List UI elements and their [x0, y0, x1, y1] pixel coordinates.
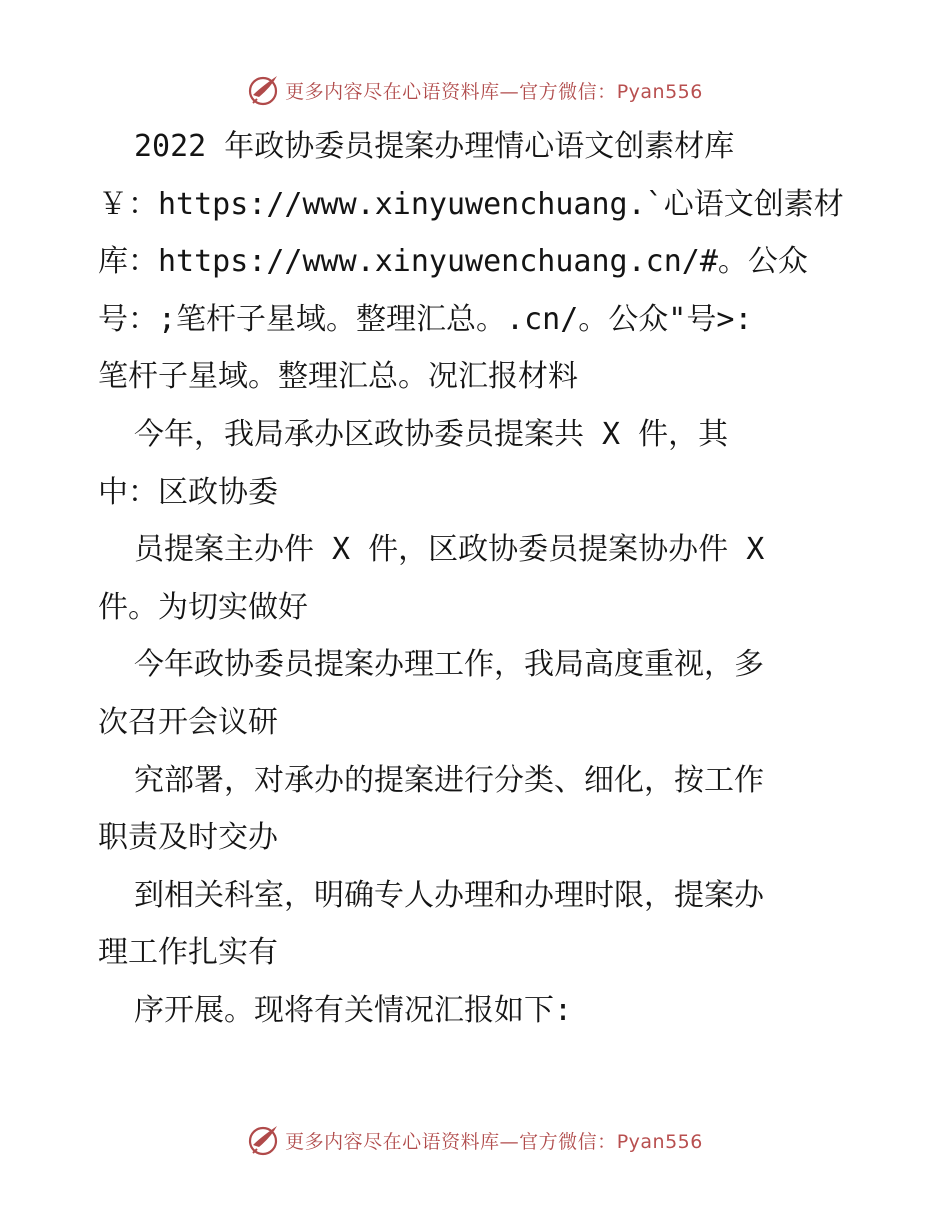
text-line: 员提案主办件 X 件，区政协委员提案协办件 X: [134, 532, 765, 568]
text-line: 次召开会议研: [98, 704, 278, 740]
footer-watermark: [0, 1120, 950, 1160]
text-line: 序开展。现将有关情况汇报如下:: [134, 992, 573, 1028]
quill-logo-icon: [247, 1123, 281, 1157]
wechat-id: Pyan556: [616, 80, 703, 103]
text-line: 号：;笔杆子星域。整理汇总。.cn/。公众"号>:: [98, 301, 753, 337]
text-line: 2022 年政协委员提案办理情心语文创素材库: [134, 129, 735, 164]
text-line: 今年，我局承办区政协委员提案共 X 件，其: [134, 416, 729, 452]
text-line: 中：区政协委: [98, 474, 278, 510]
text-line: 究部署，对承办的提案进行分类、细化，按工作: [134, 762, 764, 798]
wechat-id: Pyan556: [616, 1130, 703, 1153]
text-line: 今年政协委员提案办理工作，我局高度重视，多: [134, 647, 764, 683]
text-line: 库：https://www.xinyuwenchuang.cn/#。公众: [98, 244, 808, 280]
header-watermark: [0, 70, 950, 110]
text-line: 理工作扎实有: [98, 935, 278, 971]
document-body: [98, 118, 858, 1040]
watermark-text: 更多内容尽在心语资料库—官方微信：Pyan556: [285, 80, 703, 103]
watermark-text: 更多内容尽在心语资料库—官方微信：Pyan556: [285, 1130, 703, 1153]
text-line: 笔杆子星域。整理汇总。况汇报材料: [98, 359, 578, 395]
text-line: 件。为切实做好: [98, 589, 308, 625]
text-line: ￥：https://www.xinyuwenchuang.`心语文创素材: [98, 186, 844, 222]
text-line: 到相关科室，明确专人办理和办理时限，提案办: [134, 877, 764, 913]
text-line: 职责及时交办: [98, 820, 278, 856]
quill-logo-icon: [247, 73, 281, 107]
